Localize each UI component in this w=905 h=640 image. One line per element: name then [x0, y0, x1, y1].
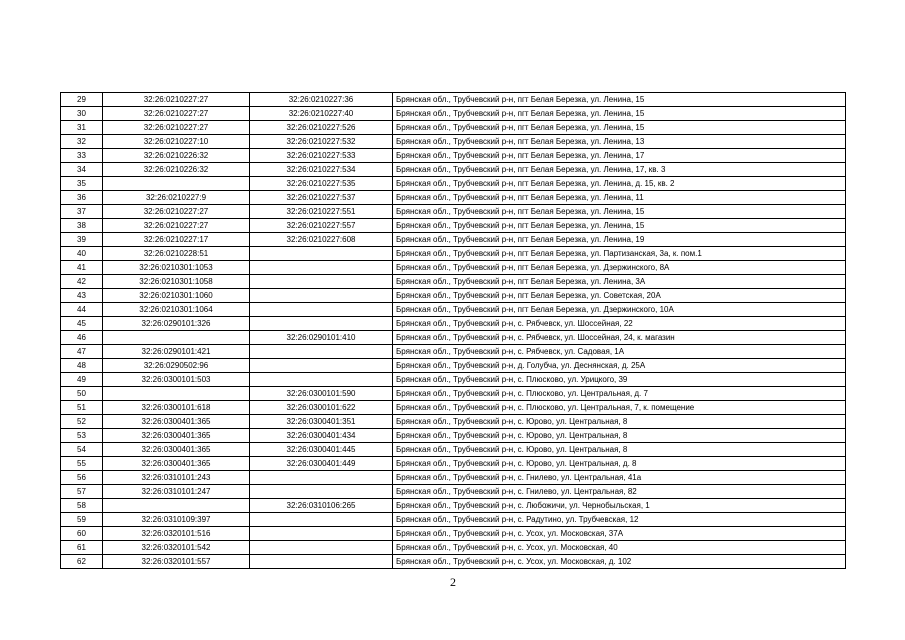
cadastral-number-2-cell — [250, 555, 393, 569]
row-number-cell: 30 — [61, 107, 103, 121]
address-cell: Брянская обл., Трубчевский р-н, с. Рябчевск, ул. Шоссейная, 22 — [393, 317, 846, 331]
address-cell: Брянская обл., Трубчевский р-н, пгт Белая Березка, ул. Ленина, 11 — [393, 191, 846, 205]
cadastral-number-2-cell: 32:26:0300101:622 — [250, 401, 393, 415]
address-cell: Брянская обл., Трубчевский р-н, пгт Белая Березка, ул. Ленина, 15 — [393, 219, 846, 233]
address-cell: Брянская обл., Трубчевский р-н, с. Радутино, ул. Трубчевская, 12 — [393, 513, 846, 527]
cadastral-number-2-cell: 32:26:0210227:608 — [250, 233, 393, 247]
page-number: 2 — [450, 575, 456, 589]
cadastral-number-2-cell — [250, 261, 393, 275]
cadastral-number-cell: 32:26:0210227:9 — [103, 191, 250, 205]
table-row — [61, 121, 846, 135]
cadastral-number-2-cell — [250, 541, 393, 555]
table-row — [61, 107, 846, 121]
table-row — [61, 471, 846, 485]
cadastral-number-2-cell — [250, 317, 393, 331]
table-row — [61, 541, 846, 555]
cadastral-number-2-cell — [250, 513, 393, 527]
row-number-cell: 32 — [61, 135, 103, 149]
table-row — [61, 457, 846, 471]
address-cell: Брянская обл., Трубчевский р-н, пгт Белая Березка, ул. Партизанская, 3а, к. пом.1 — [393, 247, 846, 261]
row-number-cell: 35 — [61, 177, 103, 191]
table-row — [61, 331, 846, 345]
cadastral-number-cell: 32:26:0210228:51 — [103, 247, 250, 261]
table-row — [61, 275, 846, 289]
row-number-cell: 43 — [61, 289, 103, 303]
address-cell: Брянская обл., Трубчевский р-н, пгт Белая Березка, ул. Ленина, 17, кв. 3 — [393, 163, 846, 177]
address-cell: Брянская обл., Трубчевский р-н, пгт Белая Березка, ул. Ленина, 15 — [393, 121, 846, 135]
address-cell: Брянская обл., Трубчевский р-н, пгт Белая Березка, ул. Ленина, 13 — [393, 135, 846, 149]
row-number-cell: 44 — [61, 303, 103, 317]
cadastral-number-cell: 32:26:0210301:1060 — [103, 289, 250, 303]
address-cell: Брянская обл., Трубчевский р-н, с. Юрово, ул. Центральная, д. 8 — [393, 457, 846, 471]
table-row — [61, 387, 846, 401]
cadastral-number-2-cell — [250, 359, 393, 373]
cadastral-number-2-cell: 32:26:0300401:449 — [250, 457, 393, 471]
row-number-cell: 34 — [61, 163, 103, 177]
table-row — [61, 205, 846, 219]
cadastral-number-2-cell — [250, 485, 393, 499]
cadastral-number-cell: 32:26:0210301:1058 — [103, 275, 250, 289]
row-number-cell: 36 — [61, 191, 103, 205]
table-row — [61, 345, 846, 359]
address-cell: Брянская обл., Трубчевский р-н, с. Плюсково, ул. Центральная, 7, к. помещение — [393, 401, 846, 415]
address-cell: Брянская обл., Трубчевский р-н, пгт Белая Березка, ул. Ленина, 3А — [393, 275, 846, 289]
cadastral-number-cell: 32:26:0210301:1064 — [103, 303, 250, 317]
address-cell: Брянская обл., Трубчевский р-н, пгт Белая Березка, ул. Ленина, 17 — [393, 149, 846, 163]
cadastral-number-cell: 32:26:0210226:32 — [103, 163, 250, 177]
cadastral-number-2-cell — [250, 275, 393, 289]
cadastral-number-cell: 32:26:0210227:10 — [103, 135, 250, 149]
row-number-cell: 54 — [61, 443, 103, 457]
cadastral-number-cell: 32:26:0300401:365 — [103, 415, 250, 429]
cadastral-number-2-cell: 32:26:0210227:36 — [250, 93, 393, 107]
address-cell: Брянская обл., Трубчевский р-н, пгт Белая Березка, ул. Ленина, 15 — [393, 205, 846, 219]
cadastral-number-cell: 32:26:0210301:1053 — [103, 261, 250, 275]
table-row — [61, 163, 846, 177]
cadastral-number-2-cell: 32:26:0300401:445 — [250, 443, 393, 457]
row-number-cell: 49 — [61, 373, 103, 387]
address-cell: Брянская обл., Трубчевский р-н, с. Гнилево, ул. Центральная, 82 — [393, 485, 846, 499]
cadastral-number-2-cell: 32:26:0300101:590 — [250, 387, 393, 401]
cadastral-number-cell: 32:26:0320101:557 — [103, 555, 250, 569]
cadastral-number-cell: 32:26:0210227:27 — [103, 93, 250, 107]
cadastral-number-cell: 32:26:0210227:27 — [103, 121, 250, 135]
cadastral-number-cell — [103, 331, 250, 345]
address-cell: Брянская обл., Трубчевский р-н, пгт Белая Березка, ул. Дзержинского, 8А — [393, 261, 846, 275]
cadastral-number-cell: 32:26:0320101:542 — [103, 541, 250, 555]
cadastral-number-cell: 32:26:0300401:365 — [103, 443, 250, 457]
table-row — [61, 555, 846, 569]
address-cell: Брянская обл., Трубчевский р-н, пгт Белая Березка, ул. Советская, 20А — [393, 289, 846, 303]
table-row — [61, 499, 846, 513]
row-number-cell: 37 — [61, 205, 103, 219]
table-row — [61, 513, 846, 527]
row-number-cell: 33 — [61, 149, 103, 163]
address-cell: Брянская обл., Трубчевский р-н, с. Гнилево, ул. Центральная, 41а — [393, 471, 846, 485]
row-number-cell: 41 — [61, 261, 103, 275]
row-number-cell: 46 — [61, 331, 103, 345]
address-cell: Брянская обл., Трубчевский р-н, пгт Белая Березка, ул. Ленина, 15 — [393, 93, 846, 107]
row-number-cell: 60 — [61, 527, 103, 541]
table-row — [61, 485, 846, 499]
address-cell: Брянская обл., Трубчевский р-н, пгт Белая Березка, ул. Дзержинского, 10А — [393, 303, 846, 317]
address-cell: Брянская обл., Трубчевский р-н, пгт Белая Березка, ул. Ленина, 19 — [393, 233, 846, 247]
cadastral-number-cell: 32:26:0320101:516 — [103, 527, 250, 541]
address-cell: Брянская обл., Трубчевский р-н, с. Рябчевск, ул. Садовая, 1А — [393, 345, 846, 359]
cadastral-number-cell: 32:26:0290502:96 — [103, 359, 250, 373]
cadastral-number-2-cell: 32:26:0210227:534 — [250, 163, 393, 177]
cadastral-number-2-cell: 32:26:0210227:40 — [250, 107, 393, 121]
cadastral-number-cell: 32:26:0310109:397 — [103, 513, 250, 527]
row-number-cell: 61 — [61, 541, 103, 555]
row-number-cell: 51 — [61, 401, 103, 415]
cadastral-number-cell — [103, 177, 250, 191]
row-number-cell: 58 — [61, 499, 103, 513]
cadastral-number-cell — [103, 387, 250, 401]
cadastral-number-cell: 32:26:0300401:365 — [103, 429, 250, 443]
table-row — [61, 289, 846, 303]
table-row — [61, 191, 846, 205]
address-cell: Брянская обл., Трубчевский р-н, с. Любожичи, ул. Чернобыльская, 1 — [393, 499, 846, 513]
address-cell: Брянская обл., Трубчевский р-н, с. Плюсково, ул. Центральная, д. 7 — [393, 387, 846, 401]
cadastral-number-cell: 32:26:0290101:326 — [103, 317, 250, 331]
row-number-cell: 48 — [61, 359, 103, 373]
cadastral-number-2-cell — [250, 373, 393, 387]
table-body — [61, 93, 846, 569]
cadastral-number-2-cell: 32:26:0210227:537 — [250, 191, 393, 205]
table-row — [61, 219, 846, 233]
row-number-cell: 38 — [61, 219, 103, 233]
cadastral-number-2-cell: 32:26:0310106:265 — [250, 499, 393, 513]
cadastral-number-2-cell — [250, 247, 393, 261]
table-row — [61, 317, 846, 331]
address-cell: Брянская обл., Трубчевский р-н, д. Голубча, ул. Деснянская, д. 25А — [393, 359, 846, 373]
cadastral-number-2-cell: 32:26:0210227:532 — [250, 135, 393, 149]
cadastral-number-cell: 32:26:0310101:247 — [103, 485, 250, 499]
cadastral-number-cell: 32:26:0210227:27 — [103, 107, 250, 121]
address-cell: Брянская обл., Трубчевский р-н, с. Плюсково, ул. Урицкого, 39 — [393, 373, 846, 387]
cadastral-number-2-cell: 32:26:0290101:410 — [250, 331, 393, 345]
cadastral-number-2-cell — [250, 345, 393, 359]
table-row — [61, 233, 846, 247]
table-row — [61, 359, 846, 373]
table-row — [61, 401, 846, 415]
row-number-cell: 53 — [61, 429, 103, 443]
address-cell: Брянская обл., Трубчевский р-н, с. Юрово, ул. Центральная, 8 — [393, 443, 846, 457]
address-cell: Брянская обл., Трубчевский р-н, с. Усох, ул. Московская, 37А — [393, 527, 846, 541]
row-number-cell: 42 — [61, 275, 103, 289]
cadastral-number-2-cell: 32:26:0300401:434 — [250, 429, 393, 443]
table-row — [61, 149, 846, 163]
row-number-cell: 50 — [61, 387, 103, 401]
cadastral-number-2-cell: 32:26:0210227:535 — [250, 177, 393, 191]
row-number-cell: 39 — [61, 233, 103, 247]
cadastral-number-cell: 32:26:0210227:27 — [103, 205, 250, 219]
address-cell: Брянская обл., Трубчевский р-н, пгт Белая Березка, ул. Ленина, 15 — [393, 107, 846, 121]
cadastral-number-2-cell: 32:26:0300401:351 — [250, 415, 393, 429]
property-table — [60, 92, 846, 569]
cadastral-number-2-cell: 32:26:0210227:551 — [250, 205, 393, 219]
cadastral-number-2-cell — [250, 527, 393, 541]
cadastral-number-cell: 32:26:0290101:421 — [103, 345, 250, 359]
address-cell: Брянская обл., Трубчевский р-н, с. Рябчевск, ул. Шоссейная, 24, к. магазин — [393, 331, 846, 345]
cadastral-number-cell: 32:26:0310101:243 — [103, 471, 250, 485]
row-number-cell: 59 — [61, 513, 103, 527]
table-row — [61, 415, 846, 429]
address-cell: Брянская обл., Трубчевский р-н, с. Усох, ул. Московская, д. 102 — [393, 555, 846, 569]
row-number-cell: 52 — [61, 415, 103, 429]
cadastral-number-cell — [103, 499, 250, 513]
row-number-cell: 40 — [61, 247, 103, 261]
table-row — [61, 93, 846, 107]
table-row — [61, 527, 846, 541]
address-cell: Брянская обл., Трубчевский р-н, с. Юрово, ул. Центральная, 8 — [393, 415, 846, 429]
table-row — [61, 443, 846, 457]
row-number-cell: 45 — [61, 317, 103, 331]
row-number-cell: 57 — [61, 485, 103, 499]
cadastral-number-cell: 32:26:0210227:27 — [103, 219, 250, 233]
table-row — [61, 261, 846, 275]
cadastral-number-cell: 32:26:0210226:32 — [103, 149, 250, 163]
cadastral-number-2-cell — [250, 289, 393, 303]
cadastral-number-cell: 32:26:0210227:17 — [103, 233, 250, 247]
cadastral-number-2-cell — [250, 471, 393, 485]
cadastral-number-cell: 32:26:0300101:503 — [103, 373, 250, 387]
address-cell: Брянская обл., Трубчевский р-н, пгт Белая Березка, ул. Ленина, д. 15, кв. 2 — [393, 177, 846, 191]
address-cell: Брянская обл., Трубчевский р-н, с. Усох, ул. Московская, 40 — [393, 541, 846, 555]
cadastral-number-cell: 32:26:0300401:365 — [103, 457, 250, 471]
cadastral-number-2-cell — [250, 303, 393, 317]
table-row — [61, 303, 846, 317]
row-number-cell: 56 — [61, 471, 103, 485]
table-row — [61, 247, 846, 261]
table-row — [61, 373, 846, 387]
address-cell: Брянская обл., Трубчевский р-н, с. Юрово, ул. Центральная, 8 — [393, 429, 846, 443]
table-row — [61, 429, 846, 443]
cadastral-number-2-cell: 32:26:0210227:533 — [250, 149, 393, 163]
row-number-cell: 29 — [61, 93, 103, 107]
row-number-cell: 62 — [61, 555, 103, 569]
row-number-cell: 31 — [61, 121, 103, 135]
row-number-cell: 47 — [61, 345, 103, 359]
cadastral-number-cell: 32:26:0300101:618 — [103, 401, 250, 415]
table-row — [61, 135, 846, 149]
cadastral-number-2-cell: 32:26:0210227:526 — [250, 121, 393, 135]
table-row — [61, 177, 846, 191]
cadastral-number-2-cell: 32:26:0210227:557 — [250, 219, 393, 233]
row-number-cell: 55 — [61, 457, 103, 471]
